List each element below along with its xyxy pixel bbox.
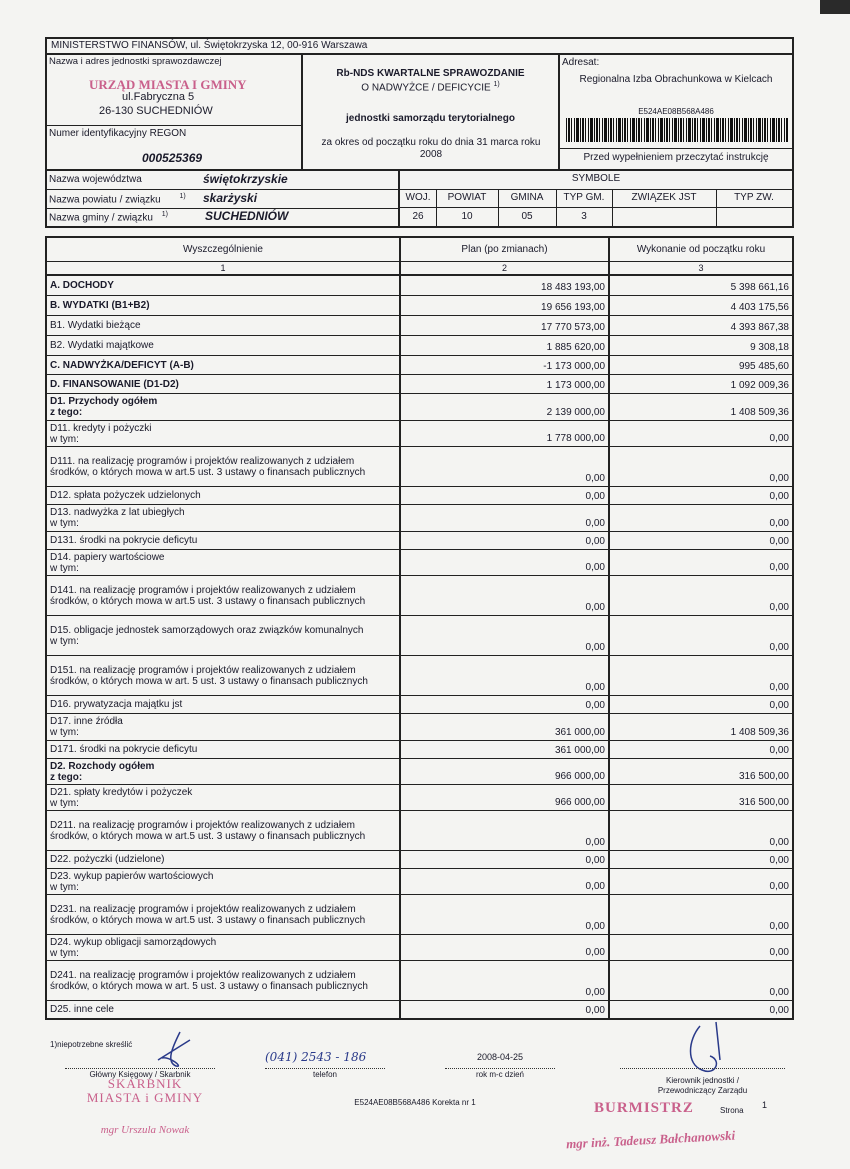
row-plan-value: 361 000,00: [401, 741, 610, 758]
table-row: [47, 532, 792, 550]
skarbnik-stamp-2: MIASTA i GMINY: [86, 1090, 204, 1105]
row-description: D17. inne źródła w tym:: [47, 714, 401, 740]
barcode-text: E524AE08B568A486: [638, 107, 714, 116]
symbol-value-typgm: 3: [581, 211, 587, 222]
row-execution-value: 1 408 509,36: [730, 407, 789, 418]
report-title-1: Rb-NDS KWARTALNE SPRAWOZDANIE: [336, 68, 525, 79]
table-row: [47, 356, 792, 375]
row-description: D25. inne cele: [47, 1001, 401, 1018]
row-description: D2. Rozchody ogółem z tego:: [47, 759, 401, 784]
unit-stamp: URZĄD MIASTA I GMINY: [89, 77, 247, 92]
table-row: [47, 421, 792, 447]
row-plan-value: 0,00: [401, 696, 610, 713]
row-execution-value: 0,00: [769, 987, 789, 998]
row-execution-value: 0,00: [769, 473, 789, 484]
gmina-value: SUCHEDNIÓW: [205, 209, 289, 223]
row-plan-value: 17 770 573,00: [401, 316, 610, 335]
page-number: 1: [762, 1100, 768, 1110]
row-description: D1. Przychody ogółem z tego:: [47, 394, 401, 420]
table-row: [47, 785, 792, 811]
row-execution-value: 1 408 509,36: [730, 727, 789, 738]
adresat-label: Adresat:: [562, 57, 600, 68]
row-plan-value: 0,00: [401, 811, 610, 850]
report-title-sup: 1): [493, 81, 500, 88]
gmina-label: Nazwa gminy / związku: [49, 212, 153, 224]
row-description: D22. pożyczki (udzielone): [47, 851, 401, 868]
row-plan-value: 1 173 000,00: [401, 375, 610, 393]
footnote: 1)niepotrzebne skreślić: [50, 1040, 133, 1049]
regon-value: 000525369: [142, 151, 203, 165]
row-plan-value: 966 000,00: [401, 759, 610, 784]
table-row: [47, 1001, 792, 1018]
row-description: D16. prywatyzacja majątku jst: [47, 696, 401, 713]
row-description: D21. spłaty kredytów i pożyczek w tym:: [47, 785, 401, 810]
accountant-label: Główny Księgowy / Skarbnik: [89, 1070, 191, 1079]
row-plan-value: 0,00: [401, 505, 610, 531]
table-row: [47, 276, 792, 296]
row-description: D111. na realizację programów i projektów realizowanych z udziałem środków, o których mowa w art.5 ust. 3 ustawy o finansach publicznych: [47, 447, 401, 486]
reporting-unit-block: [45, 55, 303, 171]
col-number-2: 2: [401, 262, 610, 274]
row-execution-value: 0,00: [769, 1005, 789, 1016]
row-description: D141. na realizację programów i projektów realizowanych z udziałem środków, o których mowa w art.5 ust. 3 ustawy o finansach publicznych: [47, 576, 401, 615]
row-description: D171. środki na pokrycie deficytu: [47, 741, 401, 758]
table-row: [47, 961, 792, 1001]
row-execution-value: 0,00: [769, 921, 789, 932]
row-plan-value: 0,00: [401, 550, 610, 575]
row-execution-value: 0,00: [769, 947, 789, 958]
report-title-2: O NADWYŻCE / DEFICYCIE: [361, 82, 491, 94]
table-row: [47, 656, 792, 696]
row-plan-value: 0,00: [401, 869, 610, 894]
date-label: rok m-c dzień: [475, 1070, 524, 1079]
row-execution-value: 0,00: [769, 491, 789, 502]
symbols-block: [398, 171, 794, 228]
row-description: A. DOCHODY: [47, 276, 401, 295]
row-plan-value: 0,00: [401, 447, 610, 486]
row-description: D211. na realizację programów i projektów realizowanych z udziałem środków, o których mowa w art.5 ust. 3 ustawy o finansach publicznych: [47, 811, 401, 850]
phone-value: (041) 2543 - 186: [265, 1050, 367, 1064]
barcode-image: [566, 118, 788, 142]
row-execution-value: 5 398 661,16: [730, 282, 789, 293]
row-execution-value: 316 500,00: [738, 797, 789, 808]
phone-label: telefon: [312, 1070, 338, 1079]
row-description: D12. spłata pożyczek udzielonych: [47, 487, 401, 504]
row-execution-value: 0,00: [769, 536, 789, 547]
row-execution-value: 0,00: [769, 602, 789, 613]
row-plan-value: 1 778 000,00: [401, 421, 610, 446]
row-execution-value: 1 092 009,36: [730, 380, 789, 391]
table-row: [47, 505, 792, 532]
row-description: D. FINANSOWANIE (D1-D2): [47, 375, 401, 393]
unit-city: 26-130 SUCHEDNIÓW: [99, 105, 213, 117]
symbol-header-typzw: TYP ZW.: [734, 192, 774, 203]
row-description: B. WYDATKI (B1+B2): [47, 296, 401, 315]
row-plan-value: 0,00: [401, 961, 610, 1000]
row-execution-value: 4 403 175,56: [730, 302, 789, 313]
row-plan-value: 0,00: [401, 656, 610, 695]
addressee-block: [558, 55, 794, 171]
head-signature: [680, 1020, 740, 1082]
row-plan-value: 0,00: [401, 1001, 610, 1018]
unit-street: ul.Fabryczna 5: [122, 91, 195, 103]
row-execution-value: 0,00: [769, 642, 789, 653]
row-plan-value: 1 885 620,00: [401, 336, 610, 355]
row-plan-value: 966 000,00: [401, 785, 610, 810]
powiat-label: Nazwa powiatu / związku: [49, 194, 161, 206]
col-header-description: Wyszczególnienie: [47, 238, 401, 261]
table-row: [47, 811, 792, 851]
correction-code: E524AE08B568A486 Korekta nr 1: [354, 1098, 476, 1107]
row-execution-value: 0,00: [769, 745, 789, 756]
ministry-header: MINISTERSTWO FINANSÓW, ul. Świętokrzyska 12, 00-916 Warszawa: [45, 37, 794, 55]
row-description: D14. papiery wartościowe w tym:: [47, 550, 401, 575]
symbol-header-zwiazek: ZWIĄZEK JST: [631, 192, 697, 203]
row-plan-value: 0,00: [401, 532, 610, 549]
row-execution-value: 0,00: [769, 837, 789, 848]
row-description: C. NADWYŻKA/DEFICYT (A-B): [47, 356, 401, 374]
row-plan-value: 0,00: [401, 935, 610, 960]
report-subtitle: jednostki samorządu terytorialnego: [346, 113, 515, 124]
head-label-2: Przewodniczący Zarządu: [657, 1086, 748, 1095]
row-execution-value: 0,00: [769, 855, 789, 866]
financial-table: [45, 236, 794, 1020]
powiat-value: skarżyski: [203, 191, 258, 205]
row-execution-value: 0,00: [769, 700, 789, 711]
row-execution-value: 0,00: [769, 518, 789, 529]
row-plan-value: 0,00: [401, 576, 610, 615]
page-label: Strona: [720, 1106, 744, 1115]
row-plan-value: 0,00: [401, 895, 610, 934]
row-execution-value: 316 500,00: [738, 771, 789, 782]
head-label-1: Kierownik jednostki /: [666, 1076, 739, 1085]
report-period: za okres od początku roku do dnia 31 marca roku 2008: [321, 137, 541, 160]
row-execution-value: 9 308,18: [750, 342, 789, 353]
row-description: D23. wykup papierów wartościowych w tym:: [47, 869, 401, 894]
table-row: [47, 935, 792, 961]
date-value: 2008-04-25: [476, 1052, 524, 1062]
row-plan-value: 0,00: [401, 616, 610, 655]
row-description: B1. Wydatki bieżące: [47, 316, 401, 335]
row-description: D15. obligacje jednostek samorządowych oraz związków komunalnych w tym:: [47, 616, 401, 655]
row-description: D241. na realizację programów i projektów realizowanych z udziałem środków, o których mowa w art. 5 ust. 3 ustawy o finansach publicznych: [47, 961, 401, 1000]
row-description: B2. Wydatki majątkowe: [47, 336, 401, 355]
table-row: [47, 550, 792, 576]
report-title-block: [303, 55, 558, 171]
table-row: [47, 576, 792, 616]
table-body: [47, 276, 792, 1018]
symbol-value-powiat: 10: [461, 211, 473, 222]
symbol-value-woj: 26: [412, 211, 424, 222]
row-plan-value: 0,00: [401, 487, 610, 504]
symbol-header-woj: WOJ.: [405, 192, 431, 203]
symbol-value-gmina: 05: [521, 211, 533, 222]
row-execution-value: 4 393 867,38: [730, 322, 789, 333]
accountant-signature: [150, 1028, 210, 1072]
regon-label: Numer identyfikacyjny REGON: [49, 128, 187, 139]
table-row: [47, 851, 792, 869]
burmistrz-name: mgr inż. Tadeusz Bałchanowski: [565, 1127, 736, 1152]
table-row: [47, 869, 792, 895]
table-row: [47, 759, 792, 785]
table-number-row: [47, 262, 792, 276]
table-row: [47, 895, 792, 935]
burmistrz-stamp: BURMISTRZ: [594, 1100, 694, 1116]
table-row: [47, 741, 792, 759]
row-description: D11. kredyty i pożyczki w tym:: [47, 421, 401, 446]
col-number-3: 3: [698, 263, 704, 273]
symbol-header-powiat: POWIAT: [447, 192, 487, 203]
table-row: [47, 696, 792, 714]
voivodeship-value: świętokrzyskie: [203, 172, 288, 186]
powiat-sup: 1): [179, 193, 186, 200]
table-row: [47, 394, 792, 421]
row-description: D231. na realizację programów i projektów realizowanych z udziałem środków, o których mowa w art.5 ust. 3 ustawy o finansach publicznych: [47, 895, 401, 934]
unit-label: Nazwa i adres jednostki sprawozdawczej: [49, 56, 222, 67]
row-execution-value: 0,00: [769, 562, 789, 573]
row-execution-value: 995 485,60: [738, 361, 789, 372]
symbol-header-typgm: TYP GM.: [563, 192, 605, 203]
row-execution-value: 0,00: [769, 881, 789, 892]
col-number-1: 1: [47, 262, 401, 274]
row-plan-value: -1 173 000,00: [401, 356, 610, 374]
table-row: [47, 714, 792, 741]
table-row: [47, 487, 792, 505]
gmina-sup: 1): [161, 211, 168, 218]
row-description: D131. środki na pokrycie deficytu: [47, 532, 401, 549]
adresat-value: Regionalna Izba Obrachunkowa w Kielcach: [579, 74, 773, 85]
row-description: D151. na realizację programów i projektów realizowanych z udziałem środków, o których mowa w art. 5 ust. 3 ustawy o finansach publicznych: [47, 656, 401, 695]
table-header-row: [47, 238, 792, 262]
symbols-title: SYMBOLE: [571, 173, 621, 184]
row-plan-value: 18 483 193,00: [401, 276, 610, 295]
table-row: [47, 375, 792, 394]
skarbnik-name: mgr Urszula Nowak: [100, 1124, 190, 1136]
scan-edge: [820, 0, 850, 14]
voivodeship-label: Nazwa województwa: [49, 174, 142, 185]
table-row: [47, 316, 792, 336]
table-row: [47, 336, 792, 356]
table-row: [47, 616, 792, 656]
location-block: [45, 171, 398, 228]
skarbnik-stamp-1: SKARBNIK: [107, 1076, 183, 1091]
row-plan-value: 19 656 193,00: [401, 296, 610, 315]
instruction-note: Przed wypełnieniem przeczytać instrukcję: [583, 152, 769, 163]
row-plan-value: 361 000,00: [401, 714, 610, 740]
row-description: D13. nadwyżka z lat ubiegłych w tym:: [47, 505, 401, 531]
col-header-plan: Plan (po zmianach): [401, 238, 610, 261]
table-row: [47, 296, 792, 316]
row-description: D24. wykup obligacji samorządowych w tym:: [47, 935, 401, 960]
table-row: [47, 447, 792, 487]
col-header-execution: Wykonanie od początku roku: [636, 244, 766, 255]
row-plan-value: 2 139 000,00: [401, 394, 610, 420]
row-plan-value: 0,00: [401, 851, 610, 868]
row-execution-value: 0,00: [769, 433, 789, 444]
row-execution-value: 0,00: [769, 682, 789, 693]
symbol-header-gmina: GMINA: [510, 192, 544, 203]
